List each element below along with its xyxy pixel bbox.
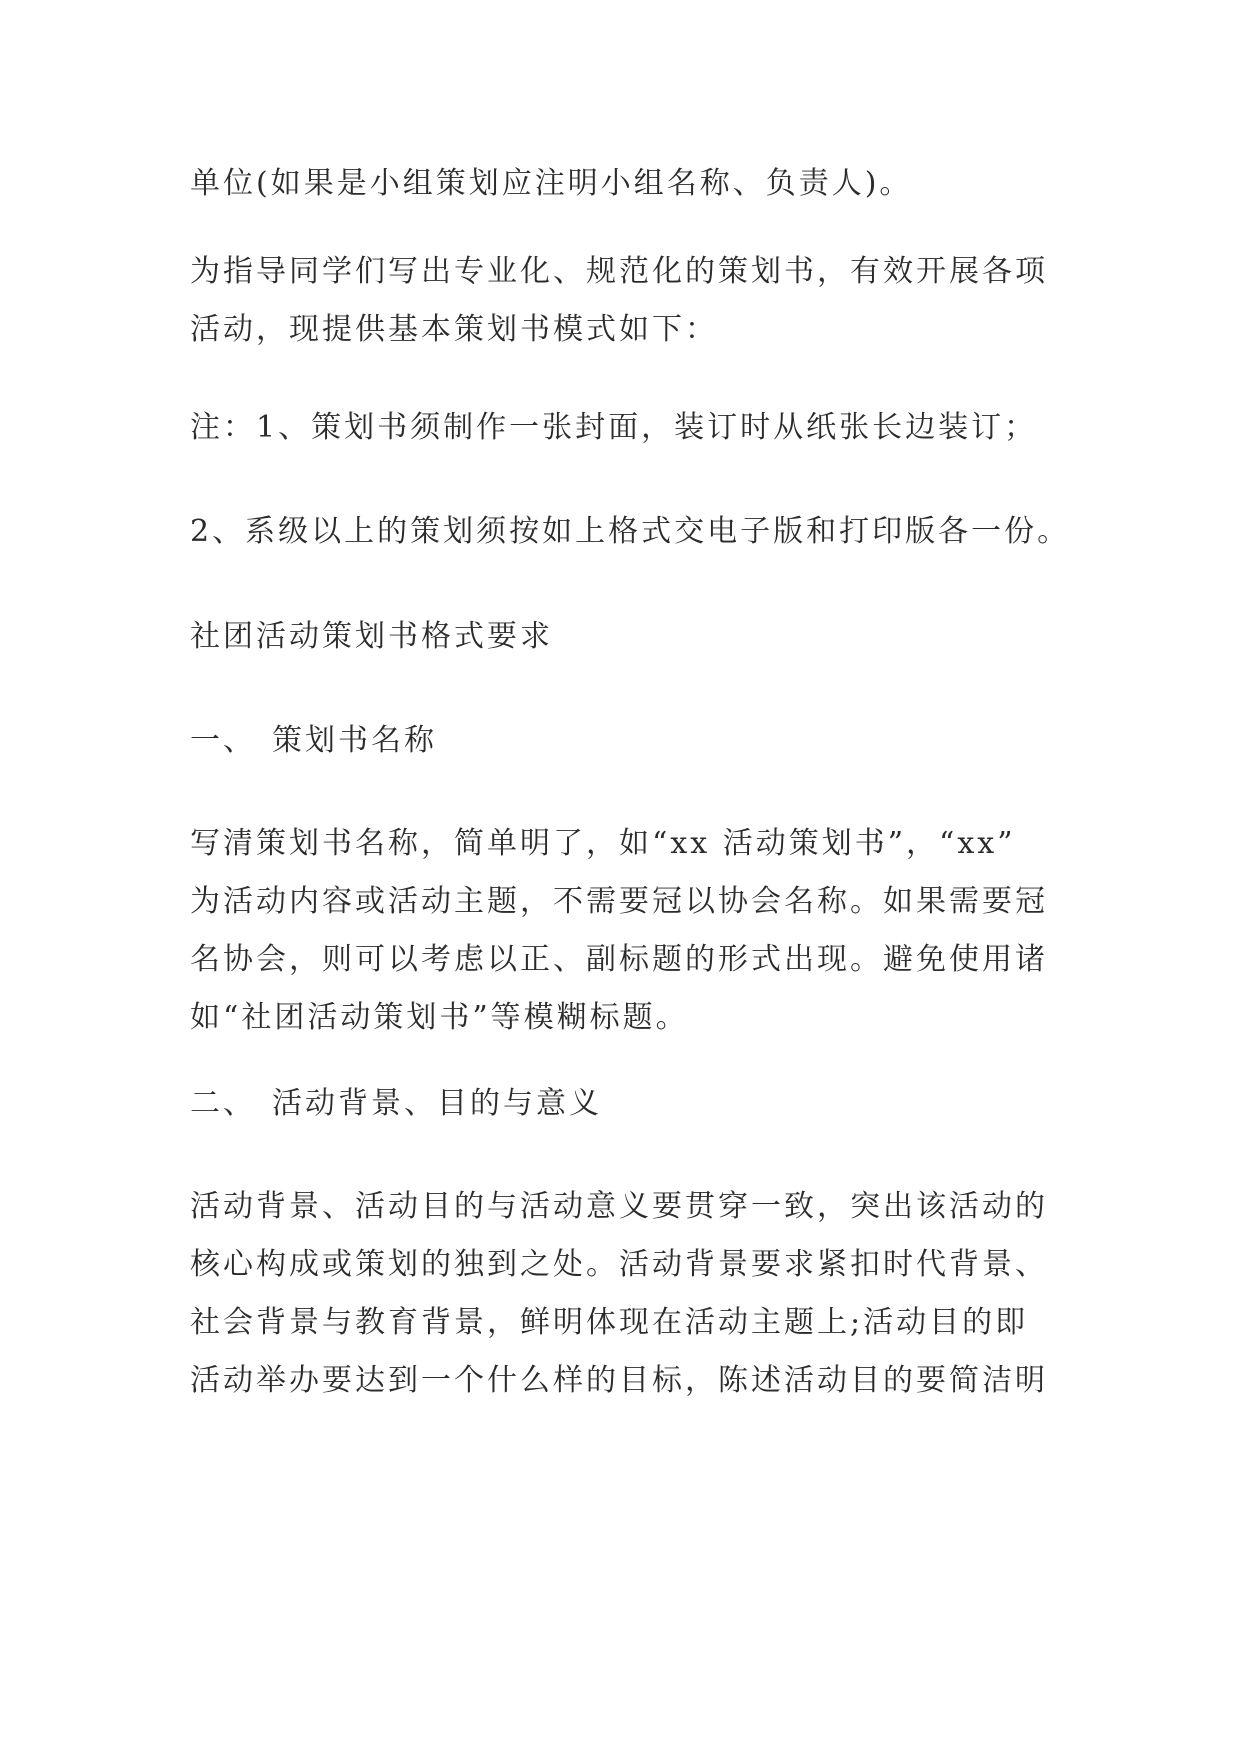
section-title: 策划书名称 — [272, 723, 437, 758]
text-line: 写清策划书名称，简单明了，如“xx 活动策划书”，“xx” — [190, 826, 1016, 861]
section-body-1 — [190, 815, 1070, 1047]
paragraph-guidance — [190, 243, 1070, 359]
text-line: 2、系级以上的策划须按如上格式交电子版和打印版各一份。 — [190, 514, 1071, 549]
section-body-2 — [190, 1178, 1070, 1410]
text-line: 注：1、策划书须制作一张封面，装订时从纸张长边装订； — [190, 410, 1038, 445]
text-line: 单位(如果是小组策划应注明小组名称、负责人)。 — [190, 166, 913, 201]
text-line: 活动背景、活动目的与活动意义要贯穿一致，突出该活动的 — [190, 1189, 1048, 1224]
text-line: 如“社团活动策划书”等模糊标题。 — [190, 1000, 689, 1035]
paragraph-note-1 — [190, 399, 1070, 457]
section-title: 活动背景、目的与意义 — [272, 1086, 602, 1121]
text-line: 为活动内容或活动主题，不需要冠以协会名称。如果需要冠 — [190, 884, 1048, 919]
text-line: 活动举办要达到一个什么样的目标，陈述活动目的要简洁明 — [190, 1363, 1048, 1398]
text-line: 社会背景与教育背景，鲜明体现在活动主题上;活动目的即 — [190, 1305, 1029, 1340]
text-line: 名协会，则可以考虑以正、副标题的形式出现。避免使用诸 — [190, 942, 1048, 977]
text-line: 核心构成或策划的独到之处。活动背景要求紧扣时代背景、 — [190, 1247, 1048, 1282]
document-title — [190, 608, 1070, 666]
paragraph-unit-note — [190, 155, 1070, 213]
section-number: 二、 — [190, 1086, 256, 1121]
text-line: 活动，现提供基本策划书模式如下： — [190, 312, 718, 347]
section-number: 一、 — [190, 723, 256, 758]
paragraph-note-2 — [190, 503, 1070, 561]
section-heading-2 — [190, 1075, 1070, 1133]
section-heading-1 — [190, 712, 1070, 770]
text-line: 社团活动策划书格式要求 — [190, 619, 553, 654]
text-line: 为指导同学们写出专业化、规范化的策划书，有效开展各项 — [190, 254, 1048, 289]
